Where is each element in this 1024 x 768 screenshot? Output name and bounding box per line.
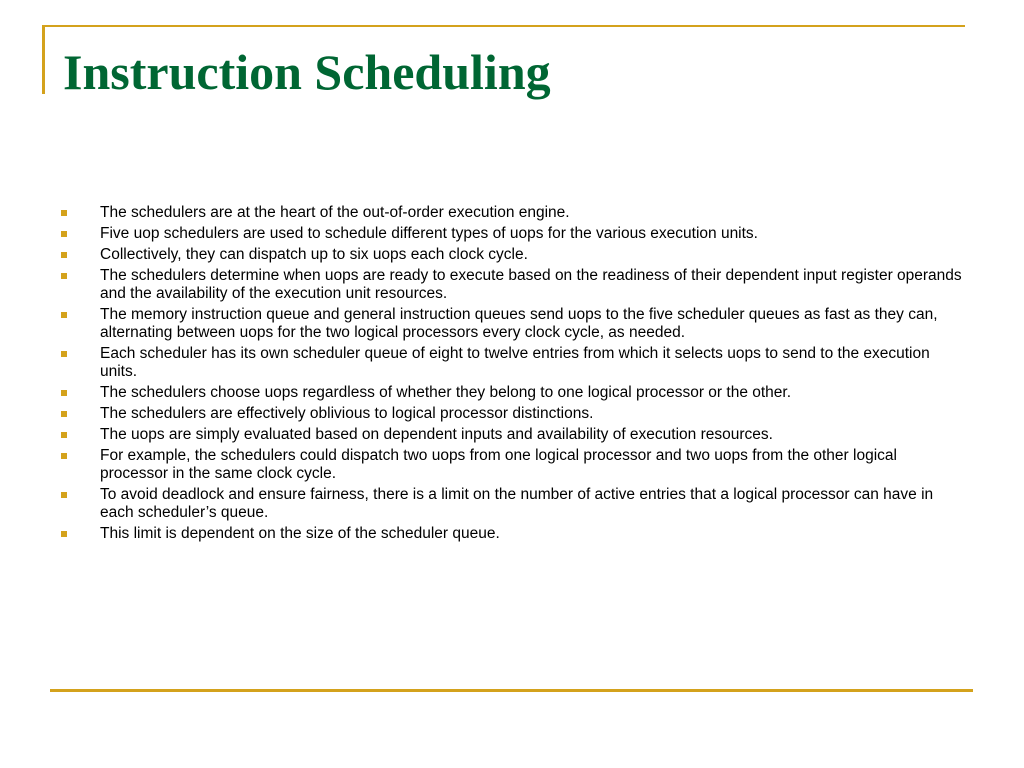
square-bullet-icon <box>61 231 67 237</box>
bullet-text: Five uop schedulers are used to schedule different types of uops for the various execution units. <box>100 225 758 242</box>
bullet-text: This limit is dependent on the size of the scheduler queue. <box>100 525 500 542</box>
square-bullet-icon <box>61 453 67 459</box>
list-item <box>61 246 966 264</box>
list-item <box>61 306 966 342</box>
square-bullet-icon <box>61 411 67 417</box>
square-bullet-icon <box>61 252 67 258</box>
bullet-text: Collectively, they can dispatch up to six uops each clock cycle. <box>100 246 528 263</box>
square-bullet-icon <box>61 432 67 438</box>
square-bullet-icon <box>61 492 67 498</box>
bullet-text: The schedulers choose uops regardless of whether they belong to one logical processor or the other. <box>100 384 792 401</box>
list-item <box>61 384 966 402</box>
bullet-text: The uops are simply evaluated based on dependent inputs and availability of execution resources. <box>100 426 773 443</box>
bullet-text: The schedulers are at the heart of the out-of-order execution engine. <box>100 204 570 221</box>
list-item <box>61 345 966 381</box>
square-bullet-icon <box>61 390 67 396</box>
bullet-list <box>61 204 966 546</box>
top-border-line <box>42 25 965 27</box>
list-item <box>61 204 966 222</box>
list-item <box>61 447 966 483</box>
bottom-border-line <box>50 689 973 692</box>
list-item <box>61 525 966 543</box>
list-item <box>61 486 966 522</box>
left-accent-bar <box>42 25 45 94</box>
list-item <box>61 405 966 423</box>
square-bullet-icon <box>61 210 67 216</box>
square-bullet-icon <box>61 273 67 279</box>
slide-title: Instruction Scheduling <box>63 44 551 100</box>
square-bullet-icon <box>61 351 67 357</box>
list-item <box>61 426 966 444</box>
list-item <box>61 267 966 303</box>
bullet-text: For example, the schedulers could dispatch two uops from one logical processor and two uops from the other logical processor in the same clock cycle. <box>100 447 897 482</box>
bullet-text: The schedulers are effectively oblivious to logical processor distinctions. <box>100 405 594 422</box>
list-item <box>61 225 966 243</box>
bullet-text: Each scheduler has its own scheduler queue of eight to twelve entries from which it selects uops to send to the execution units. <box>100 345 930 380</box>
square-bullet-icon <box>61 312 67 318</box>
bullet-text: The memory instruction queue and general instruction queues send uops to the five scheduler queues as fast as they can, alternating between uops for the two logical processors every clock cycle, as needed. <box>100 306 938 341</box>
bullet-text: The schedulers determine when uops are ready to execute based on the readiness of their dependent input register operands and the availability of the execution unit resources. <box>100 267 962 302</box>
bullet-text: To avoid deadlock and ensure fairness, there is a limit on the number of active entries that a logical processor can have in each scheduler’s queue. <box>100 486 934 521</box>
square-bullet-icon <box>61 531 67 537</box>
